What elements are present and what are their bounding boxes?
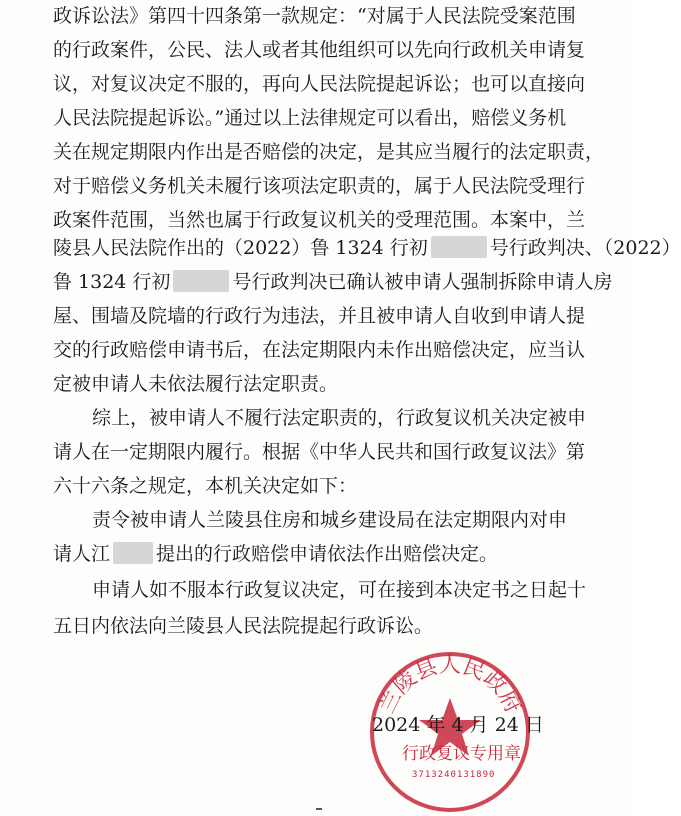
para3-line-1: 责令被申请人兰陵县住房和城乡建设局在法定期限内对申 [92, 509, 568, 531]
redaction-box-1 [431, 236, 487, 258]
page-edge-mark [316, 808, 322, 810]
para2-line-2: 请人在一定期限内履行。根据《中华人民共和国行政复议法》第 [53, 441, 586, 463]
para3-line-2 [53, 540, 498, 568]
text-line-1: 政诉讼法》第四十四条第一款规定：“对属于人民法院受案范围 [53, 5, 576, 27]
text-line-4: 人民法院提起诉讼。”通过以上法律规定可以看出，赔偿义务机 [53, 107, 567, 129]
text-line-3: 议，对复议决定不服的，再向人民法院提起诉讼；也可以直接向 [53, 73, 586, 95]
case-number-prefix-2: 鲁 1324 行初 [53, 271, 171, 293]
para2-line-3: 六十六条之规定，本机关决定如下： [53, 475, 358, 497]
redaction-box-2 [173, 270, 229, 292]
text-line-11: 交的行政赔偿申请书后，在法定期限内未作出赔偿决定，应当认 [53, 339, 586, 361]
decision-date: 2024 年 4 月 24 日 [372, 714, 544, 736]
para2-line-1: 综上，被申请人不履行法定职责的，行政复议机关决定被申 [92, 407, 587, 429]
text-line-2: 的行政案件，公民、法人或者其他组织可以先向行政机关申请复 [53, 39, 586, 61]
case-number-prefix-1: 陵县人民法院作出的（2022）鲁 1324 行初 [53, 237, 428, 259]
case-number-suffix-1: 号行政判决、（2022） [489, 237, 681, 259]
text-line-5: 关在规定期限内作出是否赔偿的决定，是其应当履行的法定职责， [53, 141, 605, 163]
text-line-10: 屋、围墙及院墙的行政行为违法，并且被申请人自收到申请人提 [53, 305, 586, 327]
seal-code: 3713240131890 [412, 770, 496, 780]
text-line-8 [53, 234, 681, 262]
seal-title: 行政复议专用章 [402, 744, 521, 764]
applicant-name-prefix: 请人江 [53, 543, 111, 565]
seal-arc-text: 兰陵县人民政府 [374, 653, 526, 718]
text-line-6: 对于赔偿义务机关未履行该项法定职责的，属于人民法院受理行 [53, 175, 586, 197]
para4-line-1: 申请人如不服本行政复议决定，可在接到本决定书之日起十 [92, 579, 587, 601]
text-line-9 [53, 268, 612, 296]
applicant-decision-text: 提出的行政赔偿申请依法作出赔偿决定。 [156, 543, 499, 565]
text-line-12: 定被申请人未依法履行法定职责。 [53, 373, 339, 395]
para4-line-2: 五日内依法向兰陵县人民法院提起行政诉讼。 [53, 615, 434, 637]
text-line-7: 政案件范围，当然也属于行政复议机关的受理范围。本案中，兰 [53, 209, 586, 231]
case-number-suffix-2: 号行政判决已确认被申请人强制拆除申请人房 [232, 271, 613, 293]
redaction-box-3 [113, 542, 153, 564]
